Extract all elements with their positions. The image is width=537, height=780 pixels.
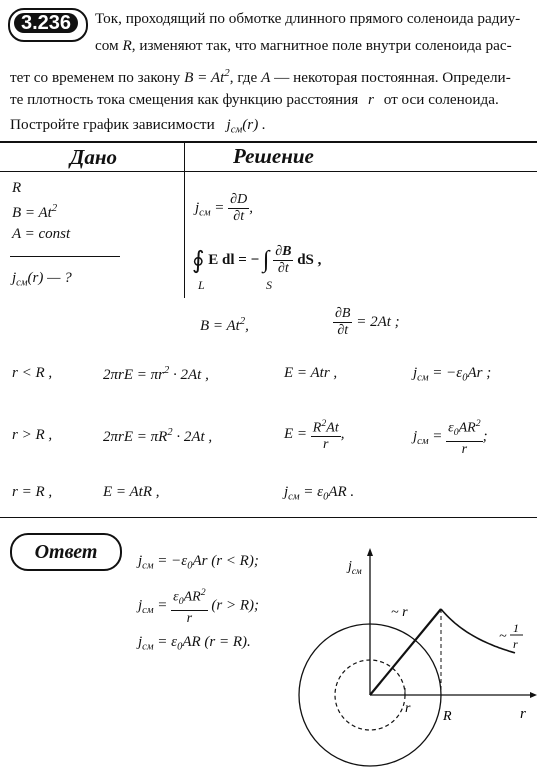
y-axis-label: $j_{см}$ bbox=[348, 559, 362, 576]
linear-segment bbox=[370, 609, 441, 695]
j: j bbox=[138, 553, 143, 569]
row3-E: E = AtR , bbox=[103, 484, 160, 500]
frac-den: ∂t bbox=[233, 209, 245, 224]
fraction-answer bbox=[171, 585, 207, 627]
j-eq: = bbox=[428, 428, 443, 445]
frac-num: ∂B bbox=[335, 306, 351, 321]
problem-line-3 bbox=[10, 61, 511, 90]
solution-header: Решение bbox=[233, 144, 314, 168]
eq-2At: = 2At ; bbox=[356, 313, 400, 330]
eps-sub: 0 bbox=[323, 491, 329, 503]
j-end: Ar ; bbox=[467, 365, 492, 381]
x-axis-arrow bbox=[530, 692, 537, 698]
rule-given bbox=[10, 256, 120, 257]
row3-j bbox=[284, 484, 354, 503]
text: — некоторая постоянная. Определи- bbox=[274, 68, 511, 86]
x-axis-label: r bbox=[520, 706, 526, 722]
y-axis-arrow bbox=[367, 548, 373, 556]
eq-maxwell bbox=[192, 244, 321, 277]
circ-post: · 2At , bbox=[169, 366, 209, 383]
law-formula bbox=[184, 69, 230, 86]
j: j bbox=[138, 634, 143, 650]
text: (r) . bbox=[242, 116, 266, 133]
num-AR: AR bbox=[183, 589, 201, 605]
num-exp: 2 bbox=[475, 418, 481, 429]
find-j-sub: см bbox=[16, 277, 28, 289]
num-AR: AR bbox=[458, 420, 476, 436]
label-R: R bbox=[443, 709, 452, 724]
eps-sub: 0 bbox=[178, 595, 184, 607]
find-j: j bbox=[12, 270, 17, 286]
j-eq: = ε bbox=[299, 484, 324, 500]
fraction-j bbox=[446, 416, 482, 458]
rule-header bbox=[0, 171, 537, 172]
answer-1 bbox=[138, 553, 259, 572]
symbol-A: A bbox=[261, 68, 271, 86]
text: Постройте график зависимости bbox=[10, 116, 215, 133]
given-R: R bbox=[12, 180, 22, 196]
num-exp: 2 bbox=[321, 418, 327, 429]
E-comma: , bbox=[340, 426, 345, 443]
text: те плотность тока смещения как функцию расстояния bbox=[10, 91, 359, 108]
eq-B-At2 bbox=[200, 316, 249, 335]
frac-den: ∂t bbox=[337, 323, 349, 338]
j-sub: см bbox=[417, 436, 429, 448]
row2-circ bbox=[103, 427, 212, 446]
text: , где bbox=[229, 68, 258, 86]
label-linear: ~ r bbox=[391, 605, 408, 620]
circ-exp: 2 bbox=[164, 365, 170, 376]
num-exp: 2 bbox=[200, 587, 206, 598]
fraction-dB-dt bbox=[273, 244, 293, 277]
E-eq: E = bbox=[284, 426, 308, 443]
eq: = bbox=[153, 597, 168, 614]
j: j bbox=[413, 428, 418, 445]
symbol-R: R bbox=[122, 37, 132, 54]
text: тет со временем по закону bbox=[10, 68, 181, 86]
given-A: A = const bbox=[12, 226, 71, 242]
eps: ε bbox=[173, 589, 179, 605]
fraction-dD-dt bbox=[228, 192, 249, 225]
given-find bbox=[12, 270, 72, 289]
j-sub: см bbox=[288, 491, 300, 503]
row1-j bbox=[413, 365, 491, 384]
law-exp: 2 bbox=[224, 68, 230, 79]
B-comma: , bbox=[245, 317, 249, 334]
rule-top bbox=[0, 141, 537, 143]
row2-cond: r > R , bbox=[12, 427, 53, 443]
eq-jcm-dD bbox=[195, 192, 253, 225]
problem-line-5 bbox=[10, 112, 266, 143]
row1-circ bbox=[103, 365, 209, 384]
fraction-E bbox=[311, 416, 341, 453]
contour-integral-sign: ∮ bbox=[192, 248, 205, 274]
frac-num: ∂B bbox=[275, 244, 292, 259]
eq-sign: = bbox=[214, 199, 225, 216]
rule-vertical bbox=[184, 143, 185, 298]
eps-sub: 0 bbox=[177, 641, 183, 653]
j-sub: см bbox=[142, 641, 154, 653]
text: , изменяют так, что магнитное поле внутри соленоида рас- bbox=[131, 37, 512, 54]
label-hyp-num: 1 bbox=[513, 621, 519, 635]
j-end: AR . bbox=[328, 484, 355, 500]
given-header: Дано bbox=[70, 145, 118, 169]
eq: = −ε bbox=[153, 553, 188, 569]
row1-E: E = Atr , bbox=[284, 365, 338, 381]
row2-E bbox=[284, 416, 344, 453]
circ: 2πrE = πr bbox=[103, 366, 164, 383]
den-r: r bbox=[186, 610, 193, 626]
j-sub: см bbox=[142, 560, 154, 572]
B-eq: B = At bbox=[200, 317, 240, 334]
symbol-r: r bbox=[368, 91, 374, 108]
j-eq: = −ε bbox=[428, 365, 463, 381]
answer-label-box bbox=[10, 533, 122, 571]
rule-answer bbox=[0, 517, 537, 518]
jcm-vs-r-graph bbox=[280, 540, 537, 780]
row3-cond: r = R , bbox=[12, 484, 53, 500]
B-exp: 2 bbox=[239, 316, 246, 327]
answer-label: Ответ bbox=[34, 541, 98, 563]
eps-sub: 0 bbox=[187, 560, 193, 572]
text: от оси соленоида. bbox=[383, 91, 499, 108]
end: AR (r = R). bbox=[182, 634, 251, 650]
num-At: At bbox=[326, 420, 339, 436]
comma: , bbox=[249, 199, 253, 216]
row2-j bbox=[413, 416, 488, 458]
eq: = ε bbox=[153, 634, 178, 650]
j-subscript: см bbox=[230, 124, 243, 136]
given-B-text: B = At bbox=[12, 204, 52, 221]
eq-j: j bbox=[195, 199, 200, 216]
eq-E-dl: E dl = − bbox=[208, 251, 260, 268]
eps-sub: 0 bbox=[462, 372, 468, 384]
frac-num: ∂D bbox=[230, 192, 248, 207]
frac-den: ∂t bbox=[277, 261, 289, 276]
eq-dBdt bbox=[333, 306, 400, 339]
answer-2 bbox=[138, 585, 259, 627]
eps-sub: 0 bbox=[453, 426, 459, 438]
problem-number-badge bbox=[8, 8, 88, 42]
end: Ar (r < R); bbox=[192, 553, 259, 569]
num-R: R bbox=[312, 420, 322, 436]
problem-line-2 bbox=[95, 33, 512, 58]
circ-exp: 2 bbox=[167, 427, 173, 438]
row1-cond: r < R , bbox=[12, 365, 53, 381]
circ-post: · 2At , bbox=[172, 428, 213, 445]
given-B-exp: 2 bbox=[51, 203, 58, 214]
eps: ε bbox=[448, 420, 454, 436]
surface-integral-sign: ∫ bbox=[262, 247, 270, 273]
label-r: r bbox=[405, 701, 411, 716]
j-sub: см bbox=[142, 605, 154, 617]
den-r: r bbox=[461, 441, 468, 457]
j-end: ; bbox=[482, 428, 488, 445]
answer-3 bbox=[138, 634, 251, 653]
j: j bbox=[413, 365, 418, 381]
circ: 2πrE = πR bbox=[103, 428, 168, 445]
j: j bbox=[284, 484, 289, 500]
given-B bbox=[12, 203, 57, 222]
eq-dS: dS , bbox=[297, 251, 322, 268]
surface-label-S: S bbox=[266, 278, 272, 292]
text: сом bbox=[95, 37, 119, 54]
symbol-j: j bbox=[226, 116, 231, 133]
j: j bbox=[138, 597, 143, 614]
find-text: (r) — ? bbox=[27, 270, 72, 286]
problem-line-4 bbox=[10, 87, 499, 112]
problem-number: 3.236 bbox=[14, 13, 78, 33]
label-hyp-tilde: ~ bbox=[499, 629, 507, 644]
j-sub: см bbox=[417, 372, 429, 384]
fraction-dB-dt-2 bbox=[333, 306, 352, 339]
law-lhs: B = At bbox=[184, 68, 225, 86]
eq-j-sub: см bbox=[199, 207, 211, 219]
problem-line-1: Ток, проходящий по обмотке длинного прямого соленоида радиу- bbox=[95, 10, 521, 27]
label-hyp-den: r bbox=[513, 637, 518, 651]
den-r: r bbox=[323, 437, 329, 453]
end: (r > R); bbox=[211, 597, 259, 614]
contour-label-L: L bbox=[198, 278, 205, 292]
